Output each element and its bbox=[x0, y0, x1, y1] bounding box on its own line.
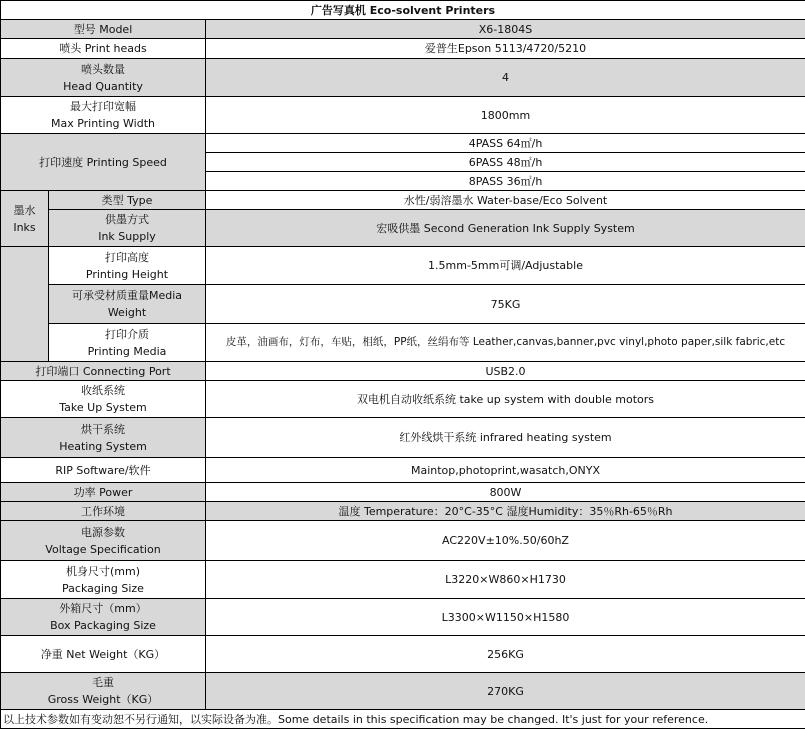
value-media: 皮革，油画布，灯布，车贴，相纸，PP纸，丝绢布等 Leather,canvas,banner,pvc vinyl,photo paper,silk fabric,etc bbox=[206, 324, 805, 362]
label-voltage bbox=[1, 521, 206, 561]
value-max-width: 1800mm bbox=[206, 97, 805, 134]
value-print-heads: 爱普生Epson 5113/4720/5210 bbox=[206, 39, 805, 59]
value-box-size: L3300×W1150×H1580 bbox=[206, 599, 805, 636]
row-power bbox=[1, 483, 805, 502]
label-net-weight: 净重 Net Weight（KG） bbox=[1, 636, 206, 673]
label-print-height bbox=[49, 247, 206, 285]
value-port: USB2.0 bbox=[206, 362, 805, 381]
label-size-cn: 机身尺寸(mm) bbox=[65, 564, 140, 578]
value-environment: 温度 Temperature：20°C-35°C 湿度Humidity：35％Rh-65％Rh bbox=[206, 502, 805, 521]
row-heating bbox=[1, 418, 805, 458]
label-take-up bbox=[1, 381, 206, 418]
value-rip: Maintop,photoprint,wasatch,ONYX bbox=[206, 458, 805, 483]
value-speed-6pass: 6PASS 48㎡/h bbox=[206, 153, 805, 172]
label-size-en: Packaging Size bbox=[62, 581, 144, 595]
label-head-quantity-cn: 喷头数量 bbox=[81, 62, 125, 76]
title-row bbox=[1, 1, 805, 20]
label-gross-weight bbox=[1, 673, 206, 710]
value-ink-type: 水性/弱溶墨水 Water-base/Eco Solvent bbox=[206, 191, 805, 210]
value-speed-8pass: 8PASS 36㎡/h bbox=[206, 172, 805, 191]
label-ink-supply-en: Ink Supply bbox=[98, 230, 156, 243]
value-model: X6-1804S bbox=[206, 20, 805, 39]
label-head-quantity bbox=[1, 59, 206, 97]
value-speed-4pass: 4PASS 64㎡/h bbox=[206, 134, 805, 153]
row-print-heads bbox=[1, 39, 805, 59]
label-take-up-en: Take Up System bbox=[59, 401, 147, 414]
label-inks-group bbox=[1, 191, 49, 247]
row-max-width bbox=[1, 97, 805, 134]
value-media-weight: 75KG bbox=[206, 285, 805, 324]
label-port: 打印端口 Connecting Port bbox=[1, 362, 206, 381]
value-take-up: 双电机自动收纸系统 take up system with double motors bbox=[206, 381, 805, 418]
label-media-en: Printing Media bbox=[87, 344, 167, 358]
label-heating-cn: 烘干系统 bbox=[81, 422, 125, 436]
value-ink-supply: 宏吸供墨 Second Generation Ink Supply System bbox=[206, 210, 805, 247]
label-gross-weight-cn: 毛重 bbox=[92, 676, 114, 689]
value-voltage: AC220V±10%.50/60hZ bbox=[206, 521, 805, 561]
label-inks-en: Inks bbox=[13, 220, 36, 234]
row-head-quantity bbox=[1, 59, 805, 97]
label-box-size-cn: 外箱尺寸（mm） bbox=[59, 602, 147, 615]
row-print-height bbox=[1, 247, 805, 285]
label-model: 型号 Model bbox=[1, 20, 206, 39]
row-media bbox=[1, 324, 805, 362]
value-net-weight: 256KG bbox=[206, 636, 805, 673]
label-max-width-cn: 最大打印宽幅 bbox=[70, 100, 136, 113]
label-ink-type: 类型 Type bbox=[49, 191, 206, 210]
value-gross-weight: 270KG bbox=[206, 673, 805, 710]
row-environment bbox=[1, 502, 805, 521]
row-model bbox=[1, 20, 805, 39]
row-ink-supply bbox=[1, 210, 805, 247]
label-print-height-en: Printing Height bbox=[85, 267, 169, 281]
value-heating: 红外线烘干系统 infrared heating system bbox=[206, 418, 805, 458]
label-print-heads: 喷头 Print heads bbox=[1, 39, 206, 59]
row-port bbox=[1, 362, 805, 381]
value-power: 800W bbox=[206, 483, 805, 502]
label-max-width-en: Max Printing Width bbox=[50, 117, 155, 130]
label-head-quantity-en: Head Quantity bbox=[63, 79, 143, 93]
label-heating bbox=[1, 418, 206, 458]
row-speed-1 bbox=[1, 134, 805, 153]
label-power: 功率 Power bbox=[1, 483, 206, 502]
row-size bbox=[1, 561, 805, 599]
table-title: 广告写真机 Eco-solvent Printers bbox=[1, 1, 805, 20]
label-take-up-cn: 收纸系统 bbox=[81, 384, 125, 397]
label-box-size bbox=[1, 599, 206, 636]
row-media-weight bbox=[1, 285, 805, 324]
row-footnote bbox=[1, 710, 805, 729]
label-media-weight-en: Weight bbox=[107, 306, 147, 319]
row-net-weight bbox=[1, 636, 805, 673]
footnote: 以上技术参数如有变动恕不另行通知，以实际设备为准。Some details in this specification may be changed. It's just for your reference. bbox=[1, 710, 805, 729]
row-take-up bbox=[1, 381, 805, 418]
row-rip bbox=[1, 458, 805, 483]
row-ink-type bbox=[1, 191, 805, 210]
label-media bbox=[49, 324, 206, 362]
label-media-cn: 打印介质 bbox=[105, 327, 149, 341]
label-media-weight-cn: 可承受材质重量Media bbox=[71, 289, 183, 302]
label-inks-cn: 墨水 bbox=[13, 203, 36, 217]
label-voltage-en: Voltage Specification bbox=[45, 542, 161, 556]
row-gross-weight bbox=[1, 673, 805, 710]
label-max-width bbox=[1, 97, 206, 134]
value-head-quantity: 4 bbox=[206, 59, 805, 97]
label-media-weight bbox=[49, 285, 206, 324]
row-box-size bbox=[1, 599, 805, 636]
value-size: L3220×W860×H1730 bbox=[206, 561, 805, 599]
label-gross-weight-en: Gross Weight（KG） bbox=[47, 693, 159, 706]
row-voltage bbox=[1, 521, 805, 561]
label-printing-speed: 打印速度 Printing Speed bbox=[1, 134, 206, 191]
label-environment: 工作环境 bbox=[1, 502, 206, 521]
label-heating-en: Heating System bbox=[59, 439, 147, 453]
label-print-height-cn: 打印高度 bbox=[105, 250, 149, 264]
label-ink-supply-cn: 供墨方式 bbox=[105, 213, 149, 226]
label-box-size-en: Box Packaging Size bbox=[50, 619, 156, 632]
label-rip: RIP Software/软件 bbox=[1, 458, 206, 483]
group-blank bbox=[1, 247, 49, 362]
label-size bbox=[1, 561, 206, 599]
label-ink-supply bbox=[49, 210, 206, 247]
label-voltage-cn: 电源参数 bbox=[81, 525, 125, 539]
value-print-height: 1.5mm-5mm可调/Adjustable bbox=[206, 247, 805, 285]
